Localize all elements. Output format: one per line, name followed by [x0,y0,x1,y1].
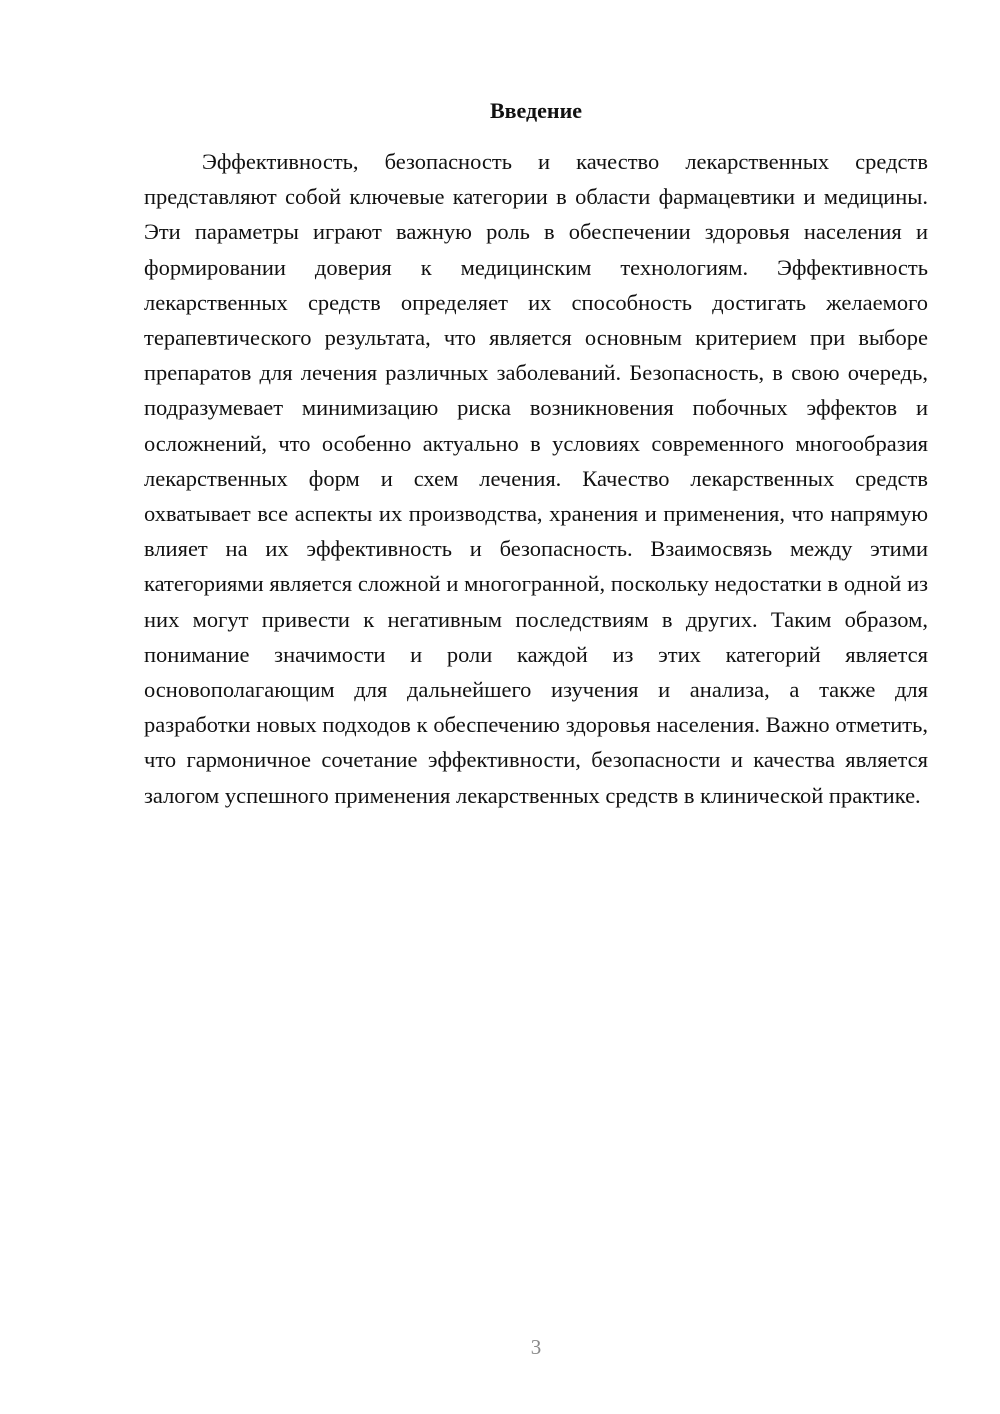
section-heading: Введение [489,98,583,123]
body-paragraph: Эффективность, безопасность и качество лекарственных средств представляют собой ключевые категории в области фармацевтики и медицины. Эти параметры играют важную роль в обеспечении здоровья населения и формировании доверия к медицинским технологиям. Эффективность лекарственных средств определяет их способность достигать желаемого терапевтического результата, что является основным критерием при выборе препаратов для лечения различных заболеваний. Безопасность, в свою очередь, подразумевает минимизацию риска возникновения побочных эффектов и осложнений, что особенно актуально в условиях современного многообразия лекарственных форм и схем лечения. Качество лекарственных средств охватывает все аспекты их производства, хранения и применения, что напрямую влияет на их эффективность и безопасность. Взаимосвязь между этими категориями является сложной и многогранной, поскольку недостатки в одной из них могут привести к негативным последствиям в других. Таким образом, понимание значимости и роли каждой из этих категорий является основополагающим для дальнейшего изучения и анализа, а также для разработки новых подходов к обеспечению здоровья населения. Важно отметить, что гармоничное сочетание эффективности, безопасности и качества является залогом успешного применения лекарственных средств в клинической практике. [144,149,928,808]
page-number: 3 [530,1335,542,1359]
